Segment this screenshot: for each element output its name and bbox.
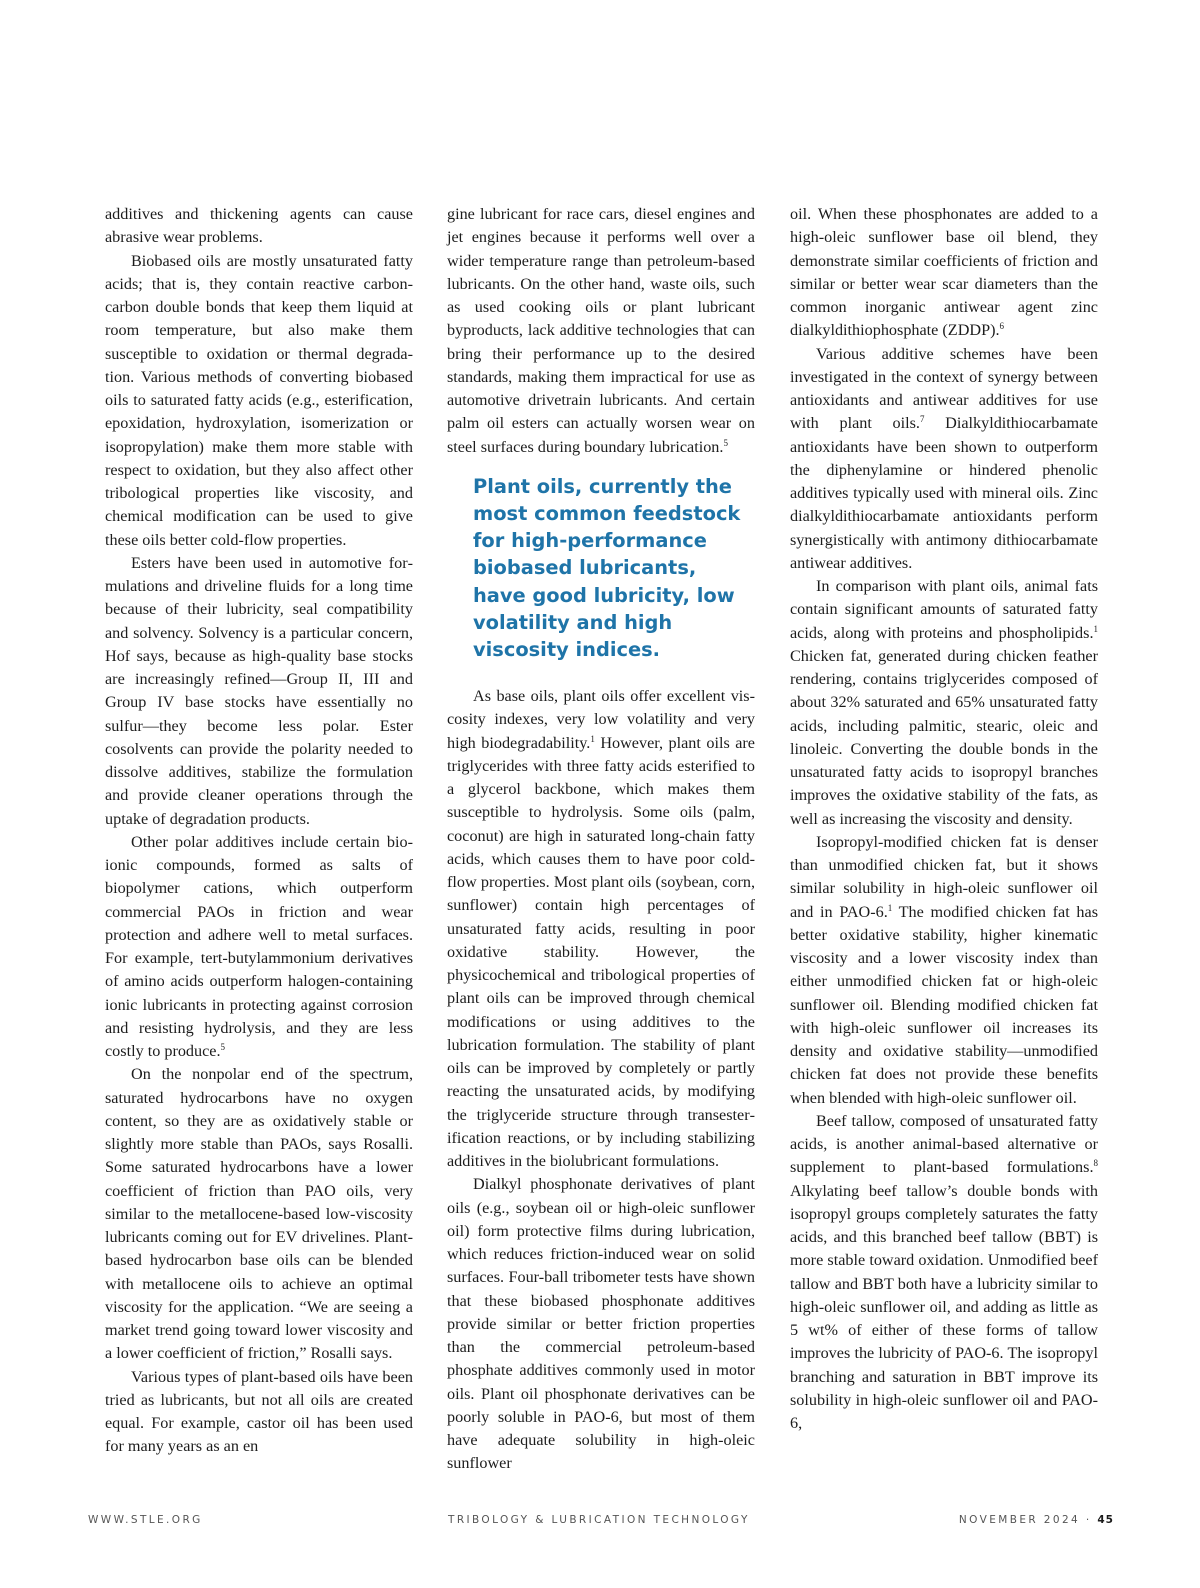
footer-issue: NOVEMBER 2024: [958, 1514, 1081, 1526]
paragraph-text: The modified chicken fat has better oxidative stability, higher kinematic viscosity and a lower viscosity index than either unmodified chicken fat or high-oleic sunflower oil. Blending modified chicken fat with high-oleic sunflower oil increases its density and oxidative stability—unmodified chicken fat does not provide these benefits when blended with high-oleic sunflower oil.: [790, 902, 1098, 1107]
article-column-3: [790, 203, 1098, 1435]
paragraph: Various types of plant-based oils have been tried as lubricants, but not all oils are created equal. For example, castor oil has been used for many years as an en: [105, 1367, 413, 1456]
paragraph-text: Various additive schemes have been investigated in the context of synergy between antioxidants and antiwear additives for use with plant oils.: [790, 344, 1098, 433]
reference-marker: 7: [919, 414, 925, 425]
article-column-2: [447, 203, 755, 1476]
reference-marker: 5: [220, 1042, 226, 1052]
paragraph: Biobased oils are mostly unsaturated fatty acids; that is, they contain reactive carbon-carbon double bonds that keep them liquid at room temperature, but also make them susceptible to oxidation or thermal degradation. Various methods of converting biobased oils to saturated fatty acids (e.g., esterification, epoxidation, hydroxylation, isomerization or isopropylation) make them more stable with respect to oxidation, but they also affect other tribological properties like viscosity, and chemical modification can be used to give these oils better cold-flow properties.: [105, 251, 413, 549]
paragraph: Dialkyl phosphonate derivatives of plant oils (e.g., soybean oil or high-oleic sunflower oil) form protective films during lubrication, which reduces friction-induced wear on solid surfaces. Four-ball tribometer tests have shown that these biobased phosphonate additives provide similar or better friction properties than the commercial petroleum-based phosphate additives commonly used in motor oils. Plant oil phosphonate derivatives can be poorly soluble in PAO-6, but most of them have adequate solubility in high-oleic sunflower: [447, 1175, 755, 1473]
article-column-1: [105, 203, 413, 1459]
paragraph-text: gine lubricant for race cars, diesel engines and jet engines because it performs well over a wider temperature range than petroleum-based lubricants. On the other hand, waste oils, such as used cooking oils or plant lubricant byproducts, lack additive technologies that can bring their performance up to the desired standards, making them impractical for use as automotive drivetrain lubricants. And certain palm oil esters can actually worsen wear on steel surfaces during boundary lubrication.: [447, 205, 755, 456]
paragraph-text: Alkylating beef tallow’s double bonds with isopropyl groups completely saturates the fatty acids, and this branched beef tallow (BBT) is more stable toward oxidation. Unmodified beef tallow and BBT both have a lubricity similar to high-oleic sunflower oil, and adding as little as 5 wt% of either of these forms of tallow improves the lubricity of PAO-6. The isopropyl branching and saturation in BBT improve its solubility in high-oleic sunflower oil and PAO-6,: [790, 1181, 1098, 1432]
paragraph-text: In comparison with plant oils, animal fats contain significant amounts of saturated fatty acids, along with proteins and phospholipids.: [790, 577, 1098, 642]
paragraph: [447, 203, 755, 459]
paragraph: [790, 203, 1098, 343]
paragraph-text: Chicken fat, generated during chicken feather rendering, contains triglycerides composed of about 32% saturated and 65% unsaturated fatty acids, including palmitic, stearic, oleic and linoleic. Converting the double bonds in the unsaturated fatty acids to isopropyl branches improves the oxidative stability of the fats, as well as increasing the viscosity and density.: [790, 646, 1098, 828]
reference-marker: 5: [723, 437, 728, 448]
reference-marker: 1: [1093, 623, 1098, 634]
paragraph: [790, 1110, 1098, 1436]
paragraph-text: Other polar additives include certain bio-ionic compounds, formed as salts of biopolymer cations, which outperform commercial PAOs in friction and wear protection and adhere well to metal surfaces. For example, tert-butylammonium derivatives of amino acids outperform halogen-containing ionic lubricants in protecting against corrosion and resisting hydrolysis, and they are less costly to produce.: [105, 832, 413, 1060]
paragraph: [105, 831, 413, 1064]
paragraph: additives and thickening agents can cause abrasive wear problems.: [105, 205, 413, 247]
footer-website: WWW.STLE.ORG: [88, 1514, 203, 1526]
paragraph-text: Dialkyldithiocarbamate antioxidants have been shown to outperform the diphenylamine or hindered phenolic additives typically used with mineral oils. Zinc dialkyldithiocarbamate antioxidants perform synergistically with antimony dithiocarbamate antiwear additives.: [790, 414, 1098, 572]
paragraph: On the nonpolar end of the spectrum, saturated hydrocarbons have no oxygen content, so they are as oxidatively stable or slightly more stable than PAOs, says Rosalli. Some saturated hydrocarbons have a lower coefficient of friction than PAO oils, very similar to the metallocene-based low-viscosity lubricants coming out for EV drivelines. Plant-based hydrocarbon base oils can be blended with metallocene oils to achieve an optimal viscosity for the application. “We are seeing a market trend going toward lower viscosity and a lower coefficient of friction,” Rosalli says.: [105, 1065, 413, 1363]
footer-separator: ·: [1085, 1514, 1092, 1526]
reference-marker: 8: [1093, 1158, 1098, 1169]
paragraph: [447, 685, 755, 1173]
footer-issue-page: [959, 1514, 1114, 1526]
paragraph-text: As base oils, plant oils offer excellent viscosity indexes, very low volatility and very high biodegradability.: [447, 687, 755, 752]
paragraph: Esters have been used in automotive formulations and driveline fluids for a long time because of their lubricity, seal compatibility and solvency. Solvency is a particular concern, Hof says, because as high-quality base stocks are increasingly refined—Group II, III and Group IV base stocks have essentially no sulfur—they become less polar. Ester cosolvents can provide the polarity needed to dissolve additives, stabilize the formulation and provide cleaner operations through the uptake of degradation products.: [105, 553, 413, 828]
paragraph-text: oil. When these phosphonates are added to a high-oleic sunflower base oil blend, they demonstrate similar coefficients of friction and similar or better wear scar diameters than the common inorganic antiwear agent zinc dialkyldithiophosphate (ZDDP).: [790, 205, 1098, 340]
paragraph: [790, 831, 1098, 1110]
reference-marker: 1: [590, 733, 595, 744]
reference-marker: 6: [999, 321, 1005, 332]
paragraph-text: Isopropyl-modified chicken fat is denser than unmodified chicken fat, but it shows similar solubility in high-oleic sunflower oil and in PAO-6.: [790, 832, 1098, 921]
page-number: 45: [1097, 1514, 1114, 1526]
paragraph-text: Beef tallow, composed of unsaturated fatty acids, is another animal-based alternative or supplement to plant-based formulations.: [790, 1111, 1098, 1177]
paragraph: [790, 575, 1098, 831]
footer-publication: TRIBOLOGY & LUBRICATION TECHNOLOGY: [448, 1514, 750, 1526]
pull-quote: Plant oils, currently the most common feedstock for high-performance biobased lubricants, have good lubricity, low volatility and high viscosity indices.: [473, 474, 741, 661]
paragraph-text: However, plant oils are triglycerides with three fatty acids esterified to a glycerol backbone, which makes them susceptible to hydrolysis. Some oils (palm, coconut) are high in saturated long-chain fatty acids, which causes them to have poor cold-flow properties. Most plant oils (soybean, corn, sunflower) contain high percentages of unsaturated fatty acids, resulting in poor oxidative stability. However, the physicochemical and tribological properties of plant oils can be improved through chemical modifications or using additives to the lubrication formulation. The stability of plant oils can be improved by completely or partly reacting the unsaturated acids, by modifying the triglyceride structure through transesterification reactions, or by including stabilizing additives in the biolubricant formulations.: [447, 733, 755, 1171]
reference-marker: 1: [887, 902, 893, 913]
paragraph: [790, 343, 1098, 576]
